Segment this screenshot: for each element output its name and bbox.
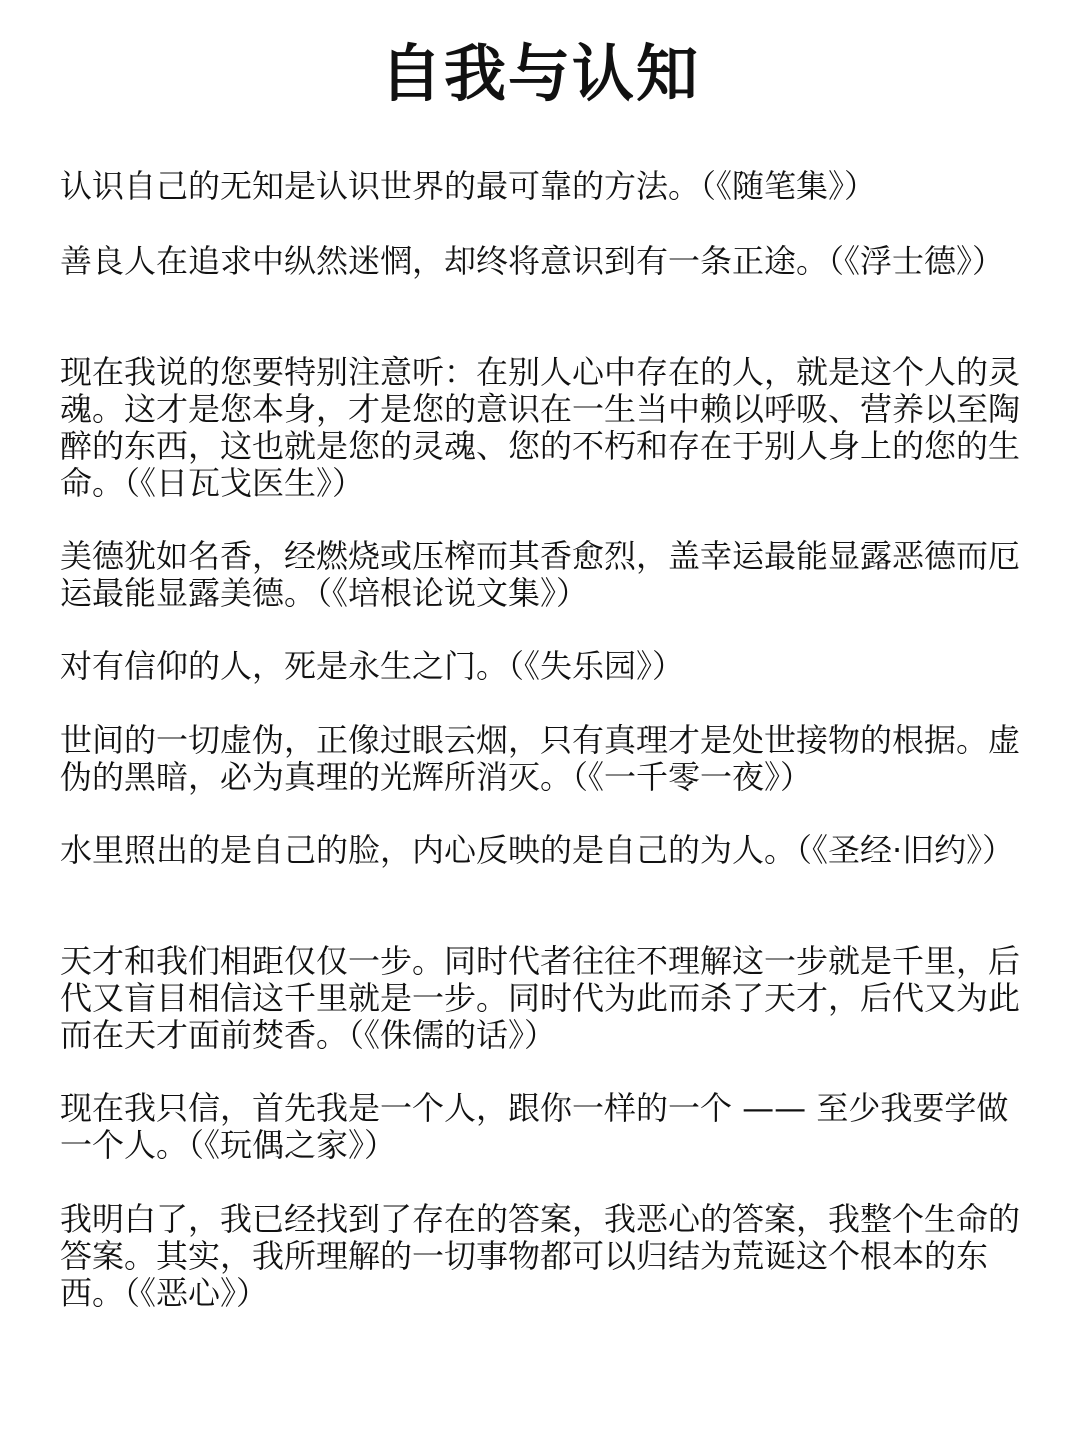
quote-paragraph: 对有信仰的人，死是永生之门。（《失乐园》）	[60, 647, 685, 685]
quote-paragraph: 我明白了，我已经找到了存在的答案，我恶心的答案，我整个生命的答案。其实，我所理解的一切事物都可以归结为荒诞这个根本的东西。（《恶心》）	[60, 1200, 1021, 1312]
quote-paragraph: 现在我只信，首先我是一个人，跟你一样的一个 —— 至少我要学做一个人。（《玩偶之家》）	[60, 1089, 1009, 1164]
quote-paragraph: 认识自己的无知是认识世界的最可靠的方法。（《随笔集》）	[60, 167, 877, 205]
page-title: 自我与认知	[379, 37, 700, 110]
quote-paragraph: 善良人在追求中纵然迷惘，却终将意识到有一条正途。（《浮士德》）	[60, 242, 1005, 280]
quote-paragraph: 天才和我们相距仅仅一步。同时代者往往不理解这一步就是千里，后代又盲目相信这千里就是一步。同时代为此而杀了天才，后代又为此而在天才面前焚香。（《侏儒的话》）	[60, 942, 1021, 1054]
quote-paragraph: 世间的一切虚伪，正像过眼云烟，只有真理才是处世接物的根据。虚伪的黑暗，必为真理的光辉所消灭。（《一千零一夜》）	[60, 721, 1021, 796]
quote-paragraph: 美德犹如名香，经燃烧或压榨而其香愈烈，盖幸运最能显露恶德而厄运最能显露美德。（《培根论说文集》）	[60, 537, 1021, 612]
quote-paragraph: 现在我说的您要特别注意听：在别人心中存在的人，就是这个人的灵魂。这才是您本身，才是您的意识在一生当中赖以呼吸、营养以至陶醉的东西，这也就是您的灵魂、您的不朽和存在于别人身上的您的生命。（《日瓦戈医生》）	[60, 353, 1021, 502]
quote-paragraph: 水里照出的是自己的脸，内心反映的是自己的为人。（《圣经·旧约》）	[60, 831, 1015, 869]
